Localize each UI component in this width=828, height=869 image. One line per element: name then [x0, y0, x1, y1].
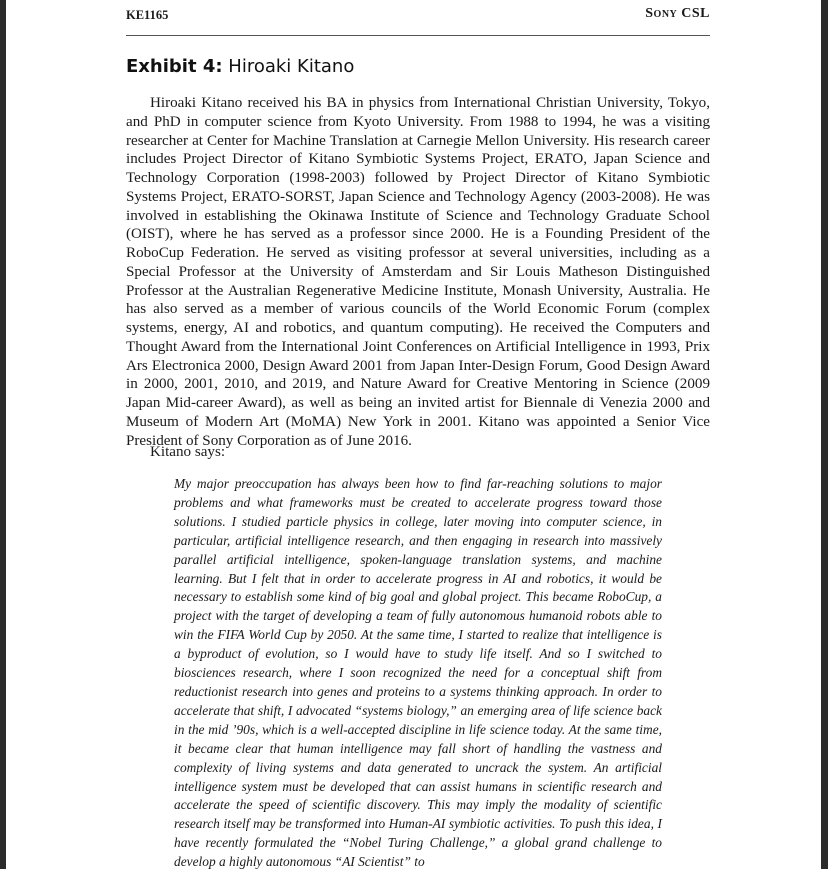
exhibit-title [126, 56, 710, 77]
exhibit-name: Hiroaki Kitano [228, 56, 355, 77]
document-page [6, 0, 821, 869]
says-label: Kitano says: [150, 444, 226, 460]
page-header [126, 8, 710, 26]
case-id: KE1165 [126, 8, 169, 22]
header-rule [126, 35, 710, 36]
quote-paragraph: My major preoccupation has always been how to find far-reaching solutions to major problems and what frameworks must be created to accelerate progress toward those solutions. I studied particle physics in college, later moving into computer science, in particular, artificial intelligence research, and then engaging in research into massively parallel artificial intelligence, spoken-language translation systems, and machine learning. But I felt that in order to accelerate progress in AI and robotics, it would be necessary to establish some kind of big goal and global project. This became RoboCup, a project with the target of developing a team of fully autonomous humanoid robots able to win the FIFA World Cup by 2050. At the same time, I started to realize that intelligence is a byproduct of evolution, so I would have to study life itself. And so I switched to biosciences research, where I soon recognized the need for a conceptual shift from reductionist research into genes and proteins to a systems thinking approach. In order to accelerate that shift, I advocated “systems biology,” an emerging area of life science back in the mid ’90s, which is a well-accepted discipline in life science today. At the same time, it became clear that human intelligence may fall short of handling the vastness and complexity of living systems and data generated to uncrack the system. An artificial intelligence system must be developed that can assist humans in scientific research and accelerate the speed of scientific discovery. This may imply the modality of scientific research itself may be transformed into Human-AI symbiotic activities. To push this idea, I have recently formulated the “Nobel Turing Challenge,” a global grand challenge to develop a highly autonomous “AI Scientist” to [174, 476, 662, 869]
org-name: Sony CSL [645, 6, 710, 21]
exhibit-label: Exhibit 4: [126, 56, 223, 77]
bio-paragraph: Hiroaki Kitano received his BA in physics from International Christian University, Tokyo, and PhD in computer science from Kyoto University. From 1988 to 1994, he was a visiting researcher at Center for Machine Translation at Carnegie Mellon University. His research career includes Project Director of Kitano Symbiotic Systems Project, ERATO, Japan Science and Technology Corporation (1998-2003) followed by Project Director of Kitano Symbiotic Systems Project, ERATO-SORST, Japan Science and Technology Agency (2003-2008). He was involved in establishing the Okinawa Institute of Science and Technology Graduate School (OIST), where he has served as a professor since 2000. He is a Founding President of the RoboCup Federation. He served as visiting professor at several universities, including as a Special Professor at the University of Amsterdam and Sir Louis Matheson Distinguished Professor at the Australian Regenerative Medicine Institute, Monash University, Australia. He has also served as a member of various councils of the World Economic Forum (complex systems, energy, AI and robotics, and quantum computing). He received the Computers and Thought Award from the International Joint Conferences on Artificial Intelligence in 1993, Prix Ars Electronica 2000, Design Award 2001 from Japan Inter-Design Forum, Good Design Award in 2000, 2001, 2010, and 2019, and Nature Award for Creative Mentoring in Science (2009 Japan Mid-career Award), as well as being an invited artist for Biennale di Venezia 2000 and Museum of Modern Art (MoMA) New York in 2001. Kitano was appointed a Senior Vice President of Sony Corporation as of June 2016. [126, 95, 710, 449]
